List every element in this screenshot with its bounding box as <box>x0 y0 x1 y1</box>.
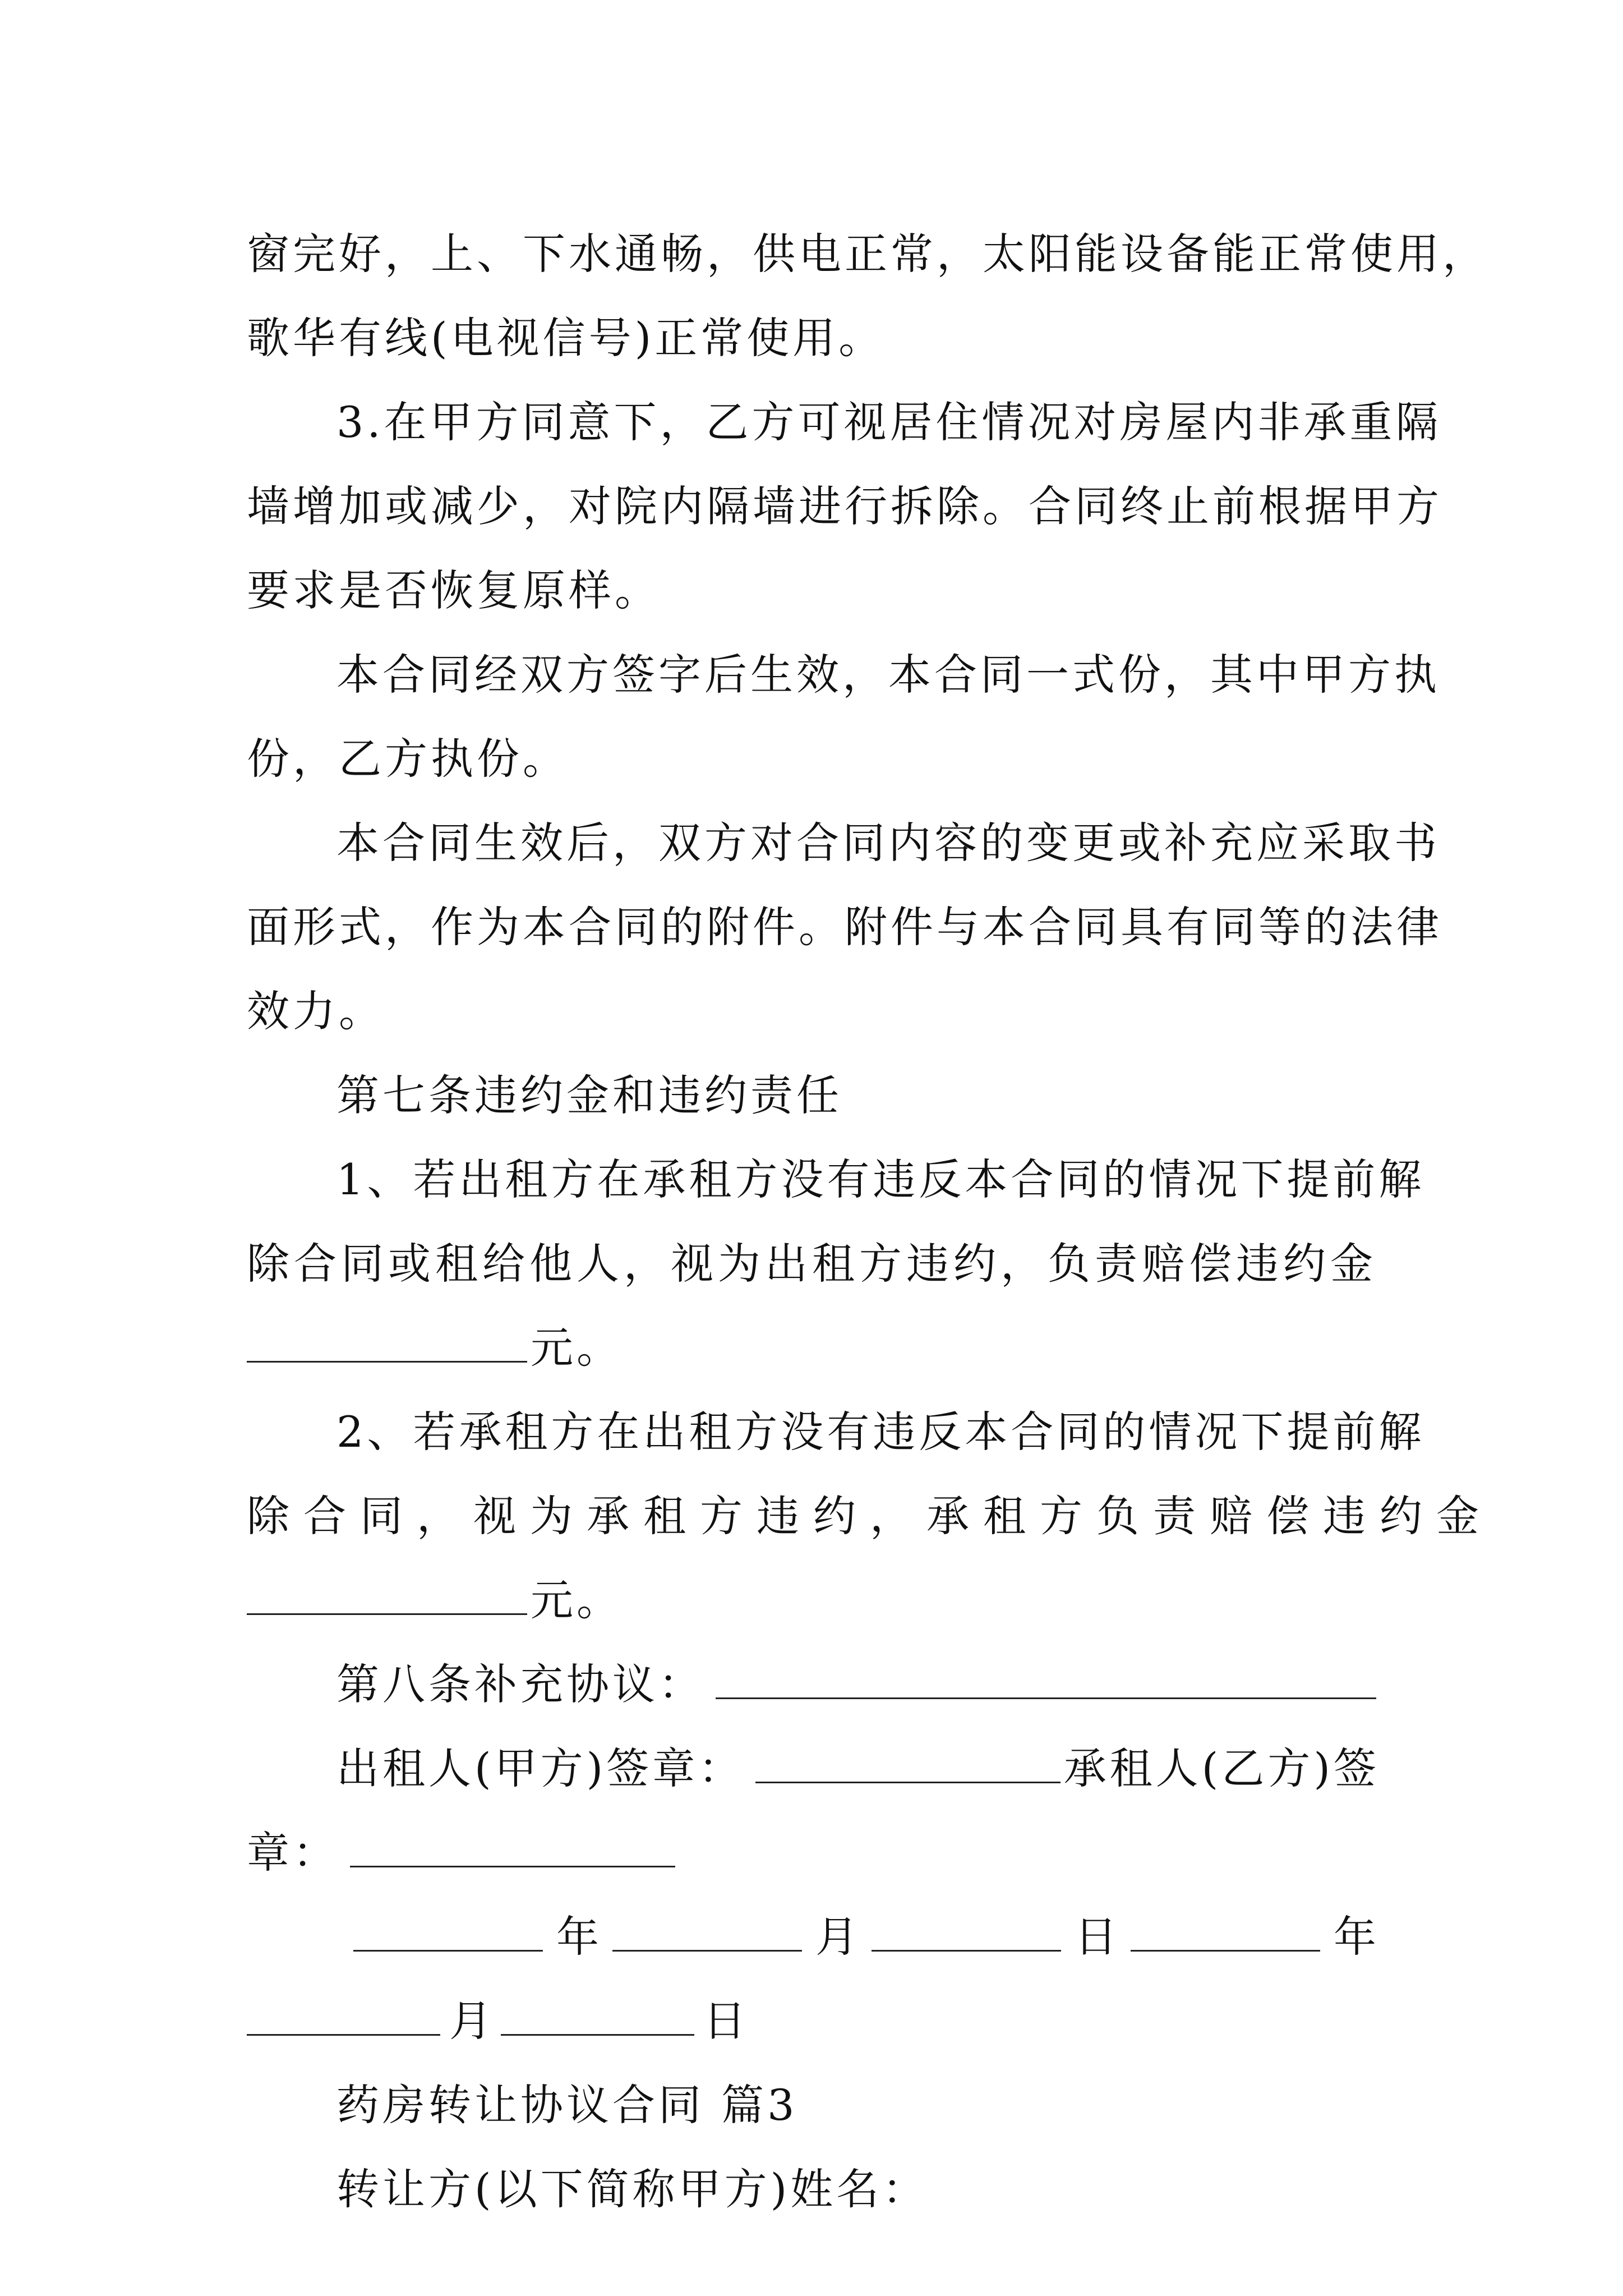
year-blank <box>353 1901 543 1952</box>
amount-blank <box>247 1312 527 1363</box>
signature-line <box>336 1727 1380 1811</box>
year-label: 年 <box>556 1912 602 1962</box>
paragraph-line: 面形式，作为本合同的附件。附件与本合同具有同等的法律 <box>247 902 1442 952</box>
justified-text: 除合同或租给他人，视为出租方违约，负责赔偿违约金 <box>247 1239 1377 1289</box>
month-blank-2 <box>247 1985 440 2036</box>
amount-suffix: 元。 <box>531 1323 623 1373</box>
lessor-signature-blank <box>755 1732 1060 1783</box>
date-line <box>353 1895 1380 1979</box>
transferor-name-line: 转让方(以下简称甲方)姓名： <box>336 2164 929 2214</box>
section-heading-article-8: 第八条补充协议： <box>336 1659 704 1709</box>
section-title: 药房转让协议合同 篇3 <box>336 2080 798 2130</box>
justified-line <box>247 1222 1380 1306</box>
supplementary-blank <box>716 1648 1376 1699</box>
year-label-2: 年 <box>1334 1912 1380 1962</box>
month-blank <box>612 1901 802 1952</box>
paragraph-line: 歌华有线(电视信号)正常使用。 <box>247 313 885 363</box>
paragraph-line: 份，乙方执份。 <box>247 734 569 784</box>
date-line-cont <box>247 1979 1380 2063</box>
paragraph-line: 本合同生效后，双方对合同内容的变更或补充应采取书 <box>336 818 1440 868</box>
lessor-signature-label: 出租人(甲方)签章： <box>336 1743 745 1793</box>
supplementary-line <box>336 1642 1380 1727</box>
lessee-signature-blank <box>350 1816 675 1867</box>
amount-line <box>247 1306 1380 1390</box>
day-label: 日 <box>1075 1912 1121 1962</box>
lessee-signature-label-cont: 章： <box>247 1828 339 1878</box>
paragraph-line: 窗完好，上、下水通畅，供电正常，太阳能设备能正常使用， <box>247 229 1488 279</box>
paragraph-line: 要求是否恢复原样。 <box>247 565 661 615</box>
paragraph-line: 本合同经双方签字后生效，本合同一式份，其中甲方执 <box>336 650 1440 700</box>
justified-line <box>247 1474 1493 1558</box>
day-label-2: 日 <box>703 1996 749 2046</box>
amount-blank <box>247 1564 527 1615</box>
signature-line-cont <box>247 1811 1380 1895</box>
amount-line <box>247 1558 1380 1642</box>
year-blank-2 <box>1131 1901 1320 1952</box>
amount-suffix: 元。 <box>531 1575 623 1625</box>
paragraph-line: 效力。 <box>247 986 385 1036</box>
clause-1-line: 1、若出租方在承租方没有违反本合同的情况下提前解 <box>336 1154 1425 1204</box>
lessee-signature-label: 承租人(乙方)签 <box>1063 1743 1380 1793</box>
justified-text: 除合同，视为承租方违约，承租方负责赔偿违约金 <box>247 1491 1493 1541</box>
day-blank <box>872 1901 1061 1952</box>
day-blank-2 <box>501 1985 694 2036</box>
month-label: 月 <box>815 1912 861 1962</box>
paragraph-line: 墙增加或减少，对院内隔墙进行拆除。合同终止前根据甲方 <box>247 481 1442 531</box>
section-heading-article-7: 第七条违约金和违约责任 <box>336 1070 842 1120</box>
clause-3-line: 3.在甲方同意下，乙方可视居住情况对房屋内非承重隔 <box>336 397 1442 447</box>
month-label-2: 月 <box>449 1996 495 2046</box>
clause-2-line: 2、若承租方在出租方没有违反本合同的情况下提前解 <box>336 1407 1425 1457</box>
